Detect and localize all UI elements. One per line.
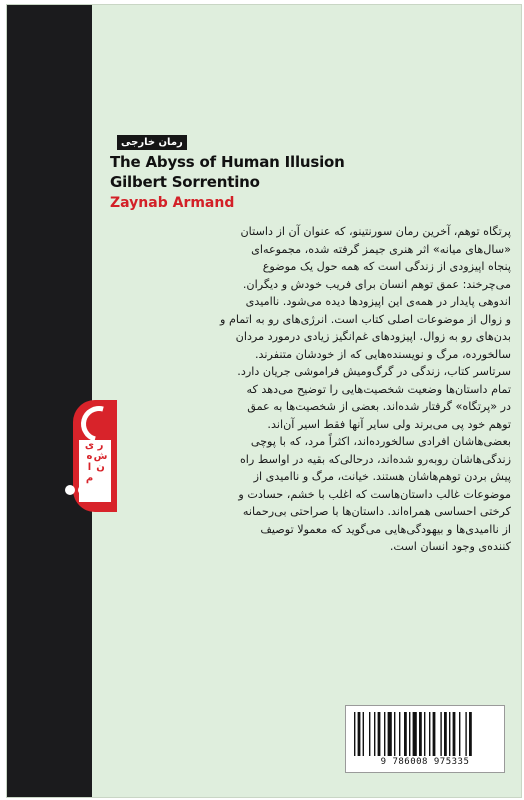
barcode-bar xyxy=(413,712,417,756)
blurb-line: پیش بردن توهم‌هاشان هستند. خیانت، مرگ و ناامیدی از xyxy=(253,470,511,483)
blurb-line: پرتگاه توهم، آخرین رمان سورنتینو، که عنوان آن از داستان xyxy=(240,225,511,238)
barcode-bar xyxy=(374,712,375,756)
isbn-barcode xyxy=(345,705,505,773)
barcode-bar xyxy=(394,712,395,756)
blurb-line: بعضی‌هاشان افرادی سالخورده‌اند، اکثراً مرد، که با پوچی xyxy=(250,435,511,448)
book-title-en: The Abyss of Human Illusion xyxy=(110,153,345,171)
isbn-number: 9 786008 975335 xyxy=(380,757,470,767)
barcode-bar xyxy=(465,712,466,756)
blurb-line: پنجاه اپیزودی از زندگی است که همه حول یک موضوع xyxy=(262,260,511,273)
blurb-line: زندگی‌هاشان روبه‌رو شده‌اند، درحالی‌که بقیه در اواسط راه xyxy=(239,452,511,466)
barcode-bar xyxy=(440,712,441,756)
publisher-logo-text: نشر ماهی xyxy=(79,440,111,502)
blurb-line: از ناامیدی‌ها و بیهودگی‌هایی می‌گوید که معمولا توصیف xyxy=(260,522,511,536)
barcode-bar xyxy=(433,712,436,756)
barcode-bar xyxy=(419,712,422,756)
black-spine-band xyxy=(7,5,92,797)
series-label: رمان خارجی xyxy=(117,135,187,150)
barcode-icon xyxy=(352,712,498,756)
barcode-bar xyxy=(378,712,381,756)
barcode-bar xyxy=(404,712,407,756)
blurb-text xyxy=(107,223,511,556)
blurb-line: کرختی احساسی همراه‌اند. داستان‌ها با صراحتی بی‌رحمانه xyxy=(242,505,511,518)
barcode-bar xyxy=(354,712,355,756)
barcode-bar xyxy=(444,712,447,756)
author-name-en: Gilbert Sorrentino xyxy=(110,173,260,191)
barcode-bar xyxy=(469,712,472,756)
blurb-line: اندوهی پایدار در همه‌ی این اپیزودها دیده می‌شود. ناامیدی xyxy=(245,295,511,308)
barcode-bar xyxy=(384,712,385,756)
blurb-line: «سال‌های میانه» اثر هنری جیمز گرفته شده، مجموعه‌ای xyxy=(251,242,511,256)
barcode-bar xyxy=(459,712,460,756)
blurb-line: سرتاسر کتاب، زندگی در گرگ‌ومیش فراموشی جریان دارد. xyxy=(237,365,511,378)
barcode-bar xyxy=(453,712,456,756)
blurb-line: سالخورده، مرگ و نویسنده‌هایی که از خودشان متنفرند. xyxy=(255,347,511,361)
barcode-bar xyxy=(388,712,392,756)
blurb-line: بدن‌های رو به زوال. اپیزودهای غم‌انگیز زیادی درمورد مردان xyxy=(235,330,511,343)
blurb-line: در «پرتگاه» گرفتار شده‌اند. بعضی از شخصیت‌ها به عمق xyxy=(247,400,511,413)
barcode-bar xyxy=(399,712,400,756)
back-cover xyxy=(6,4,522,798)
translator-name-en: Zaynab Armand xyxy=(110,195,235,211)
barcode-bar xyxy=(429,712,430,756)
barcode-bar xyxy=(363,712,364,756)
barcode-bar xyxy=(369,712,370,756)
blurb-line: کننده‌ی وجود انسان است. xyxy=(389,540,511,553)
blurb-line: موضوعات غالب داستان‌هاست که اغلب با خشم، حسادت و xyxy=(238,487,511,501)
blurb-line: تمام داستان‌ها وضعیت شخصیت‌هایی را توضیح می‌دهد که xyxy=(246,382,511,396)
barcode-bar xyxy=(358,712,361,756)
blurb-line: و زوال از موضوعات اصلی کتاب است. انرژی‌های رو به اتمام و xyxy=(219,312,511,326)
blurb-line: می‌چرخند: عمق توهم انسان برای فریب خودش و دیگران. xyxy=(242,277,511,291)
blurb-line: توهم خود پی می‌برند ولی سایر آنها فقط اسیر آن‌اند. xyxy=(267,417,511,431)
barcode-bar xyxy=(424,712,425,756)
barcode-bar xyxy=(449,712,450,756)
barcode-bar xyxy=(409,712,410,756)
